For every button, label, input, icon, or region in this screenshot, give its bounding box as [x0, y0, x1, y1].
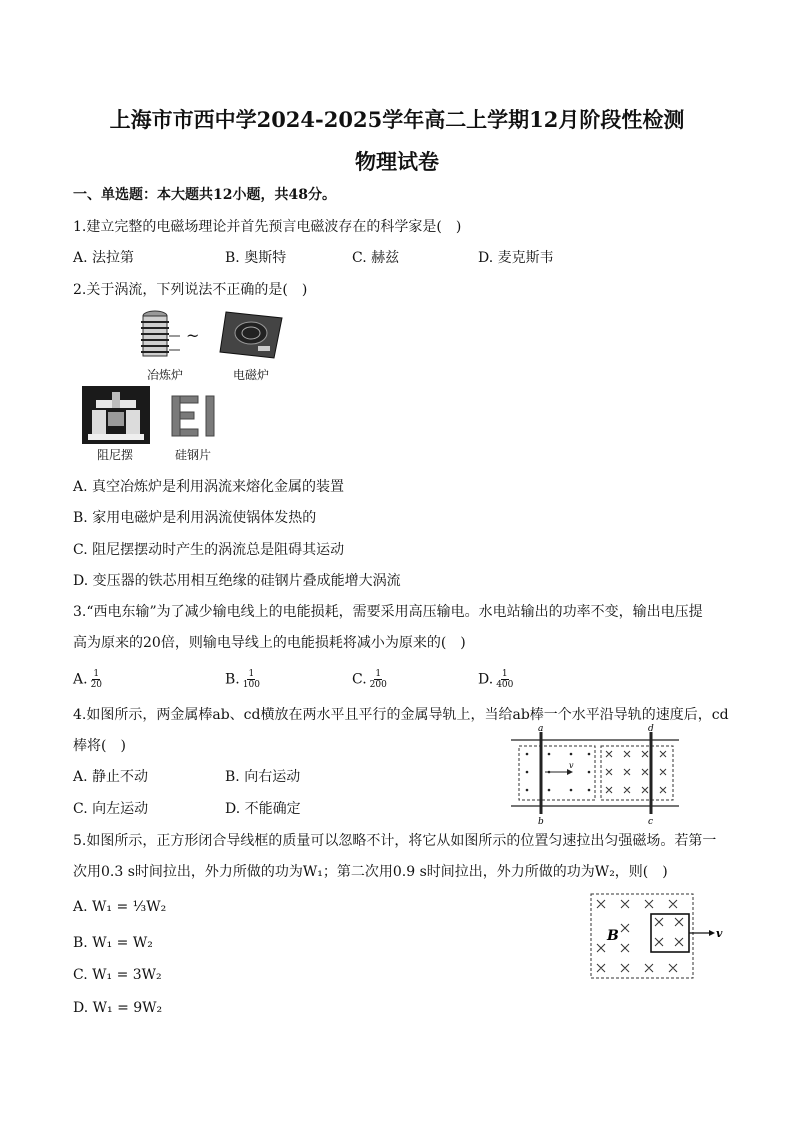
q4-line2: 棒将( ) — [73, 738, 126, 754]
q1-option-d: D. 麦克斯韦 — [478, 250, 554, 266]
q2-option-c: C. 阻尼摆摆动时产生的涡流总是阻碍其运动 — [73, 542, 345, 558]
q1-option-c: C. 赫兹 — [352, 250, 400, 266]
q1-stem: 1.建立完整的电磁场理论并首先预言电磁波存在的科学家是( ) — [73, 219, 462, 235]
caption-induction-cooker: 电磁炉 — [232, 368, 269, 382]
square-loop-field-figure — [585, 888, 725, 984]
q5-line2: 次用0.3 s时间拉出，外力所做的功为W₁；第二次用0.9 s时间拉出，外力所做的功为W₂，则( ) — [73, 864, 668, 880]
caption-silicon-steel-sheet: 硅钢片 — [174, 448, 211, 462]
induction-cooker-figure — [218, 306, 288, 364]
q1-option-a: A. 法拉第 — [73, 250, 135, 266]
q2-option-a: A. 真空冶炼炉是利用涡流来熔化金属的装置 — [73, 479, 345, 495]
label-a: a — [538, 724, 544, 734]
q3-line1: 3.“西电东输”为了减少输电线上的电能损耗，需要采用高压输电。水电站输出的功率不变，输出电压提 — [73, 604, 703, 620]
q2-option-b: B. 家用电磁炉是利用涡流使锅体发热的 — [73, 510, 317, 526]
label-velocity-v: v — [716, 927, 723, 940]
q4-line1: 4.如图所示，两金属棒ab、cd横放在两水平且平行的金属导轨上，当给ab棒一个水平沿导轨的速度后，cd — [73, 707, 729, 723]
q5-option-a: A. W₁ = ⅓W₂ — [73, 899, 167, 915]
label-b: b — [538, 817, 544, 826]
q2-stem: 2.关于涡流，下列说法不正确的是( ) — [73, 282, 308, 298]
page-subtitle: 物理试卷 — [355, 149, 439, 174]
q3-option-d: D. $\frac{1}{400}$ — [478, 669, 514, 690]
caption-damping-pendulum: 阻尼摆 — [96, 448, 133, 462]
ac-tilde: ~ — [186, 326, 200, 345]
q3-option-b: B. $\frac{1}{100}$ — [225, 669, 260, 690]
q4-option-d: D. 不能确定 — [225, 801, 301, 817]
q5-line1: 5.如图所示，正方形闭合导线框的质量可以忽略不计，将它从如图所示的位置匀速拉出匀强磁场。若第一 — [73, 833, 717, 849]
label-field-b: B — [607, 928, 619, 944]
q5-option-d: D. W₁ = 9W₂ — [73, 1000, 163, 1016]
label-c: c — [648, 817, 654, 826]
q3-option-a: A. $\frac{1}{20}$ — [73, 669, 103, 690]
caption-smelting-furnace: 冶炼炉 — [146, 368, 183, 382]
damping-pendulum-figure — [82, 386, 150, 444]
q5-option-c: C. W₁ = 3W₂ — [73, 967, 162, 983]
q4-option-a: A. 静止不动 — [73, 769, 149, 785]
q4-option-c: C. 向左运动 — [73, 801, 149, 817]
section-heading: 一、单选题：本大题共12小题，共48分。 — [73, 187, 336, 203]
q2-option-d: D. 变压器的铁芯用相互绝缘的硅钢片叠成能增大涡流 — [73, 573, 401, 589]
silicon-steel-sheet-figure — [170, 394, 220, 438]
q4-option-b: B. 向右运动 — [225, 769, 301, 785]
q3-line2: 高为原来的20倍，则输电导线上的电能损耗将减小为原来的( ) — [73, 635, 466, 651]
rails-two-rods-figure — [505, 722, 685, 826]
label-velocity: v — [569, 761, 574, 770]
q5-option-b: B. W₁ = W₂ — [73, 935, 153, 951]
page-title: 上海市市西中学2024-2025学年高二上学期12月阶段性检测 — [109, 107, 685, 132]
label-d: d — [648, 724, 654, 734]
smelting-furnace-figure — [130, 306, 180, 366]
q1-option-b: B. 奥斯特 — [225, 250, 287, 266]
q3-option-c: C. $\frac{1}{200}$ — [352, 669, 387, 690]
